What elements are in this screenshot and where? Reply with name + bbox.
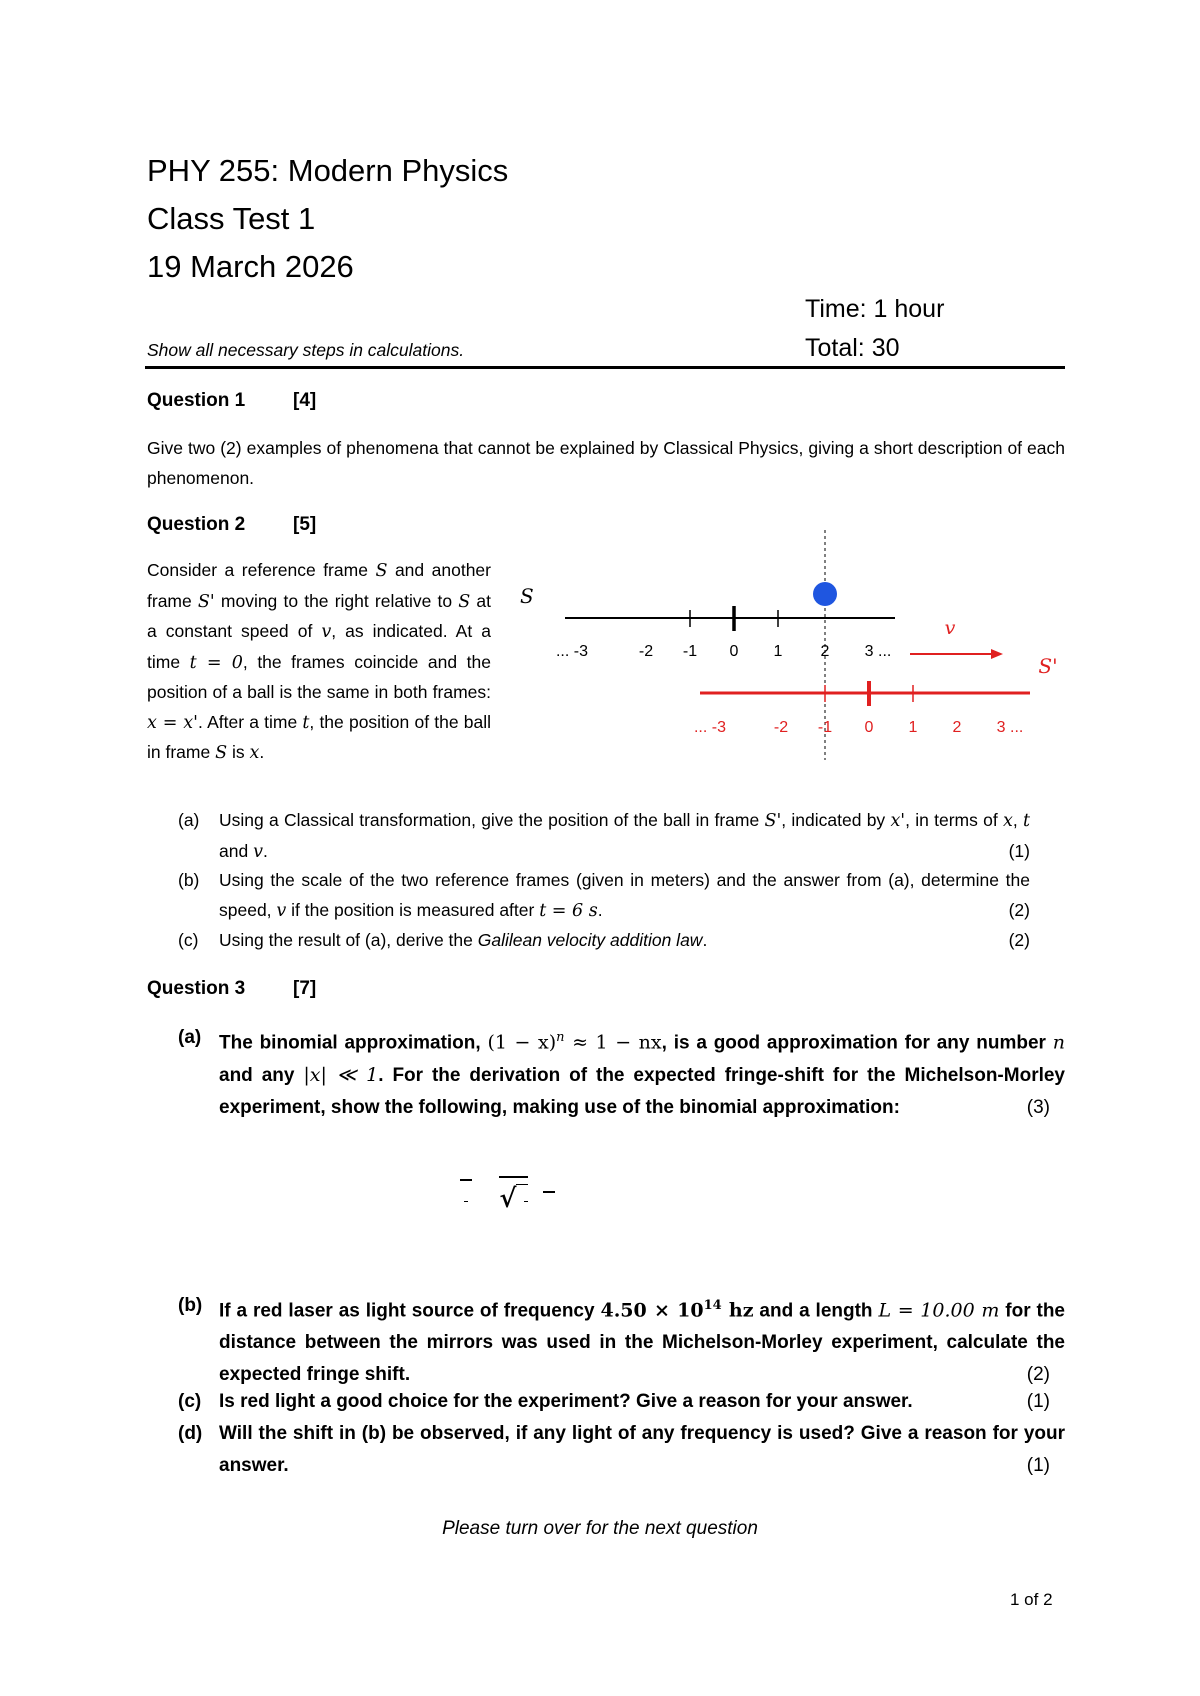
s-tick-labels: [556, 643, 891, 660]
sqrt-sign: √: [499, 1184, 517, 1214]
reference-frames-diagram: [500, 530, 1060, 760]
q2-part-a-label: (a): [178, 810, 200, 830]
q2-part-c: [145, 926, 1045, 956]
q2-title: Question 2: [147, 514, 246, 535]
q3-part-b: [145, 1290, 1065, 1386]
sp-tick-label: 0: [864, 719, 874, 736]
q3-part-d: [145, 1418, 1065, 1482]
q3-part-a-marks: (3): [1026, 1097, 1050, 1119]
velocity-label: v: [944, 617, 956, 639]
test-title: Class Test 1: [147, 201, 316, 236]
q3-title: Question 3: [147, 978, 246, 999]
formula-term-3: [543, 1187, 555, 1199]
ball: [813, 582, 837, 606]
q2-part-c-text: Using the result of (a), derive the Galilean velocity addition law. (2): [219, 926, 1030, 956]
instruction-text: Show all necessary steps in calculations.: [147, 340, 465, 360]
s-tick-label: ... -3: [555, 643, 589, 660]
formula-term-1: [460, 1175, 472, 1212]
s-tick-label: -1: [682, 643, 698, 660]
s-tick-label: 1: [773, 643, 783, 660]
course-title: PHY 255: Modern Physics: [147, 153, 509, 188]
q3-part-c: [145, 1386, 1050, 1418]
frame-sp-label: S': [1038, 654, 1058, 678]
frame-s-label: S: [520, 584, 534, 608]
q2-part-c-marks: (2): [1008, 930, 1030, 950]
q1-text: Give two (2) examples of phenomena that cannot be explained by Classical Physics, giving a short description of each phenomenon.: [147, 438, 1065, 488]
sp-tick-label: -1: [817, 719, 833, 736]
q3-part-b-label: (b): [178, 1295, 203, 1316]
s-tick-label: -2: [638, 643, 654, 660]
q3-part-b-marks: (2): [1026, 1364, 1050, 1386]
s-tick-label: 0: [729, 643, 739, 660]
test-date: 19 March 2026: [147, 249, 354, 284]
binomial-formula: [460, 1172, 555, 1214]
q1-marks: [4]: [293, 390, 317, 411]
q2-part-a-text: Using a Classical transformation, give the position of the ball in frame S', indicated by x', in terms of x, t and v. (1): [219, 806, 1030, 867]
q3-part-c-text: Is red light a good choice for the experiment? Give a reason for your answer. (1): [219, 1386, 1065, 1418]
q2-marks: [5]: [293, 514, 317, 535]
q3-part-a-text: The binomial approximation, $(1 - x)^n \approx 1$ − nx, is a good approximation for any number n and any |x| ≪ 1. For the derivation of the expected fringe-shift for the Michelson-Morley experiment, show the following, making use of the binomial approximation: (3): [219, 1022, 1065, 1124]
sp-tick-label: 2: [952, 719, 962, 736]
total-label: Total: 30: [805, 334, 900, 362]
q3-part-d-label: (d): [178, 1423, 203, 1444]
q3-part-d-marks: (1): [1026, 1455, 1050, 1476]
s-tick-label: 2: [820, 643, 830, 660]
sp-tick-label: -2: [773, 719, 789, 736]
q2-part-b: [145, 866, 1045, 926]
q2-part-b-marks: (2): [1008, 899, 1030, 920]
q3-part-a: [145, 1022, 1065, 1158]
s-tick-label: 3 ...: [864, 643, 892, 660]
q2-intro: Consider a reference frame S and another frame S' moving to the right relative to S at a constant speed of v, as indicated. At a time t = 0, the frames coincide and the position of a ball is the same in both frames: x = x'. After a time t, the position of the ball in frame S is x.: [147, 560, 491, 763]
q3-part-b-text: If a red laser as light source of frequency $4.50 \times 10^{14}$ hz and a length L = 10.00 m for the distance between the mirrors was used in the Michelson-Morley experiment, calculate the expected fringe shift. (2): [219, 1290, 1065, 1391]
q3-part-a-label: (a): [178, 1027, 202, 1048]
q3-part-d-text: Will the shift in (b) be observed, if any light of any frequency is used? Give a reason for your answer. (1): [219, 1418, 1065, 1482]
q3-part-c-marks: (1): [1026, 1391, 1050, 1412]
q3-marks: [7]: [293, 978, 317, 999]
sp-tick-label: 1: [908, 719, 918, 736]
sp-tick-labels: [694, 719, 1023, 736]
q2-part-a: [145, 806, 1045, 866]
turn-over-note: Please turn over for the next question: [442, 1518, 758, 1539]
q3-part-c-label: (c): [178, 1391, 202, 1412]
q1-title: Question 1: [147, 390, 246, 411]
time-label: Time: 1 hour: [805, 295, 945, 323]
header-rule: [145, 366, 1065, 369]
q2-part-b-text: Using the scale of the two reference frames (given in meters) and the answer from (a), determine the speed, v if the position is measured after t = 6 s. (2): [219, 866, 1030, 926]
formula-term-2: [499, 1172, 527, 1214]
q2-part-b-label: (b): [178, 870, 200, 890]
q2-part-c-label: (c): [178, 930, 199, 950]
sp-tick-label: ... -3: [693, 719, 727, 736]
sp-tick-label: 3 ...: [996, 719, 1024, 736]
page-number: 1 of 2: [1010, 1590, 1053, 1609]
q2-part-a-marks: (1): [1008, 840, 1030, 861]
velocity-arrow-head: [991, 649, 1003, 659]
